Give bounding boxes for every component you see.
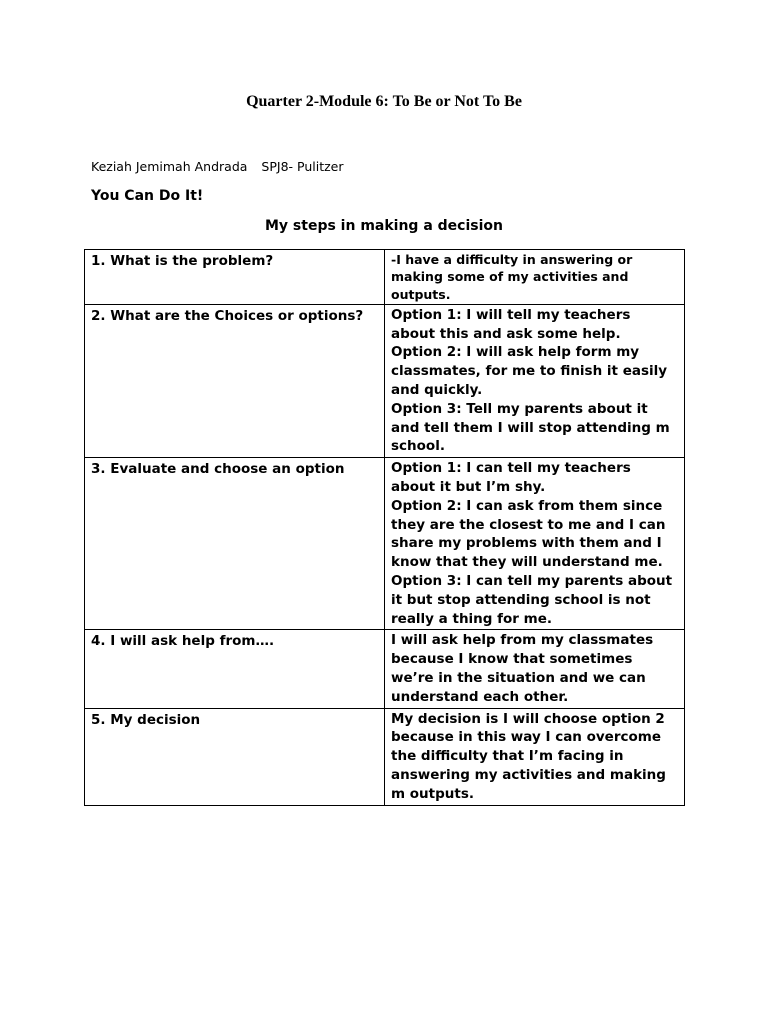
table-row xyxy=(85,250,685,305)
step-question: 5. My decision xyxy=(85,708,385,805)
answer-line: Option 1: I can tell my teachers about it but I’m shy. xyxy=(391,460,631,496)
step-answer xyxy=(385,304,685,457)
decision-steps-table xyxy=(84,249,685,806)
answer-line: My decision is I will choose option 2 because in this way I can overcome the difficulty that I’m facing in answering my activities and making m outputs. xyxy=(391,710,666,802)
step-answer xyxy=(385,250,685,305)
answer-line: -I have a difficulty in answering or making some of my activities and outputs. xyxy=(391,252,633,302)
answer-line: Option 3: I can tell my parents about it but stop attending school is not really a thing for me. xyxy=(391,573,673,627)
table-caption: My steps in making a decision xyxy=(265,218,503,234)
table-row xyxy=(85,708,685,805)
answer-line: Option 3: Tell my parents about it and tell them I will stop attending m school. xyxy=(391,400,670,455)
step-question: 3. Evaluate and choose an option xyxy=(85,458,385,630)
student-name: Keziah Jemimah Andrada xyxy=(91,159,248,174)
answer-line: I will ask help from my classmates because I know that sometimes we’re in the situation and we can understand each other. xyxy=(391,632,654,705)
answer-line: Option 2: I will ask help form my classmates, for me to finish it easily and quickly. xyxy=(391,344,668,399)
answer-line: Option 1: I will tell my teachers about this and ask some help. xyxy=(391,306,631,342)
table-row xyxy=(85,630,685,708)
step-answer xyxy=(385,458,685,630)
step-answer xyxy=(385,708,685,805)
answer-line: Option 2: I can ask from them since they are the closest to me and I can share my problems with them and I know that they will understand me. xyxy=(391,497,666,571)
class-section: SPJ8- Pulitzer xyxy=(261,159,344,174)
step-question: 1. What is the problem? xyxy=(85,250,385,305)
table-row xyxy=(85,304,685,457)
step-question: 2. What are the Choices or options? xyxy=(85,304,385,457)
document-title: Quarter 2-Module 6: To Be or Not To Be xyxy=(246,93,522,110)
step-answer xyxy=(385,630,685,708)
section-heading: You Can Do It! xyxy=(91,188,204,204)
student-info xyxy=(91,159,344,174)
table-row xyxy=(85,458,685,630)
step-question: 4. I will ask help from…. xyxy=(85,630,385,708)
